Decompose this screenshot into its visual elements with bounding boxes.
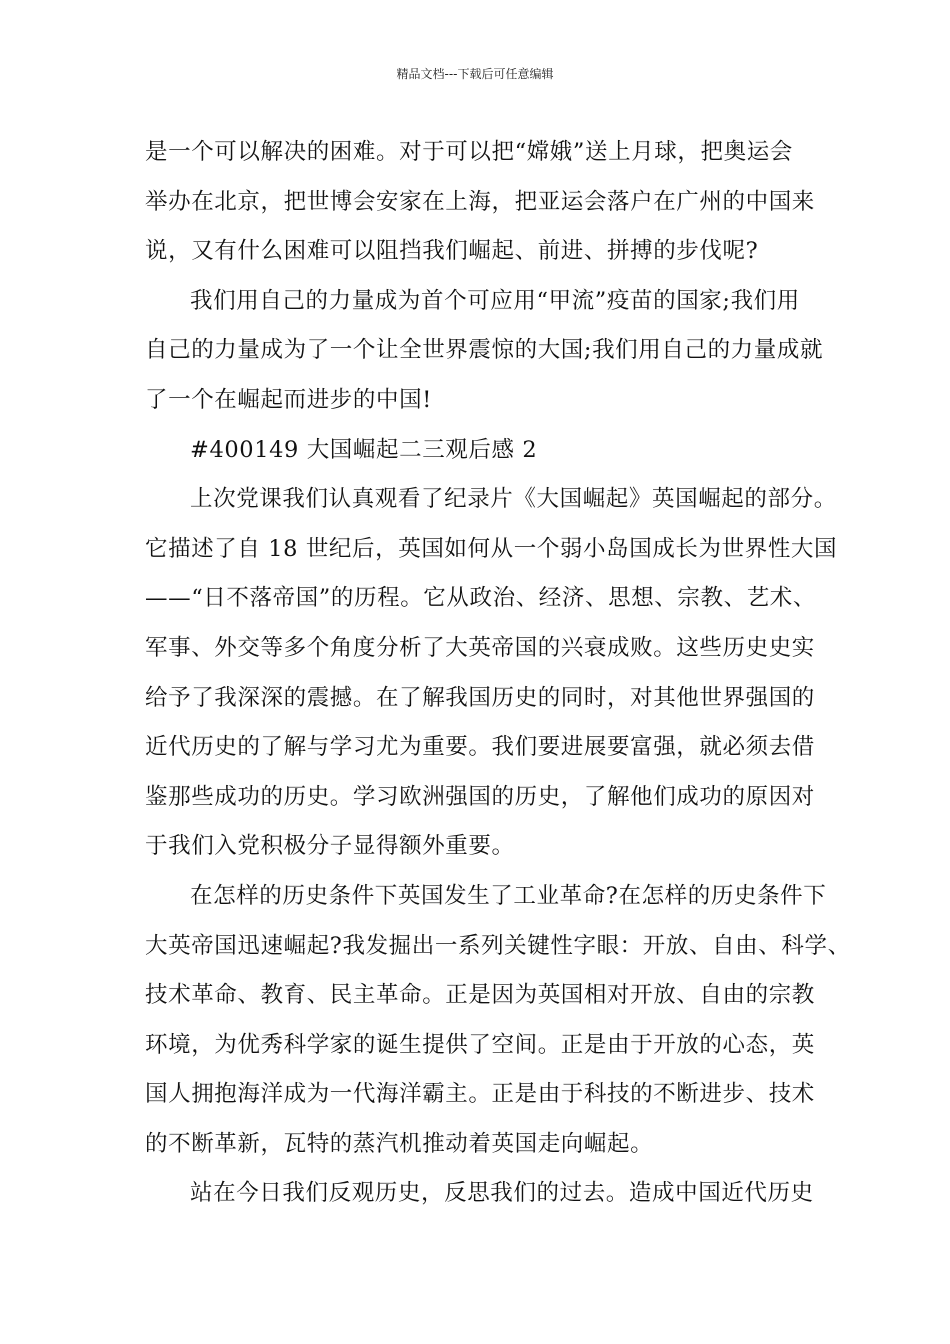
text-line: 我们用自己的力量成为首个可应用“甲流”疫苗的国家;我们用	[190, 287, 800, 314]
text-line: 了一个在崛起而进步的中国!	[145, 386, 432, 413]
text-line: 大英帝国迅速崛起?我发掘出一系列关键性字眼：开放、自由、科学、	[145, 932, 851, 959]
text-line: 自己的力量成为了一个让全世界震惊的大国;我们用自己的力量成就	[145, 337, 824, 364]
text-line: 技术革命、教育、民主革命。正是因为英国相对开放、自由的宗教	[145, 982, 815, 1009]
text-line: 它描述了自 18 世纪后，英国如何从一个弱小岛国成长为世界性大国	[145, 535, 838, 562]
text-line: 举办在北京，把世博会安家在上海，把亚运会落户在广州的中国来	[145, 188, 815, 215]
document-body	[145, 128, 851, 1219]
text-line: 鉴那些成功的历史。学习欧洲强国的历史，了解他们成功的原因对	[145, 783, 815, 810]
text-line: 环境，为优秀科学家的诞生提供了空间。正是由于开放的心态，英	[145, 1031, 815, 1058]
text-line: 上次党课我们认真观看了纪录片《大国崛起》英国崛起的部分。	[190, 486, 837, 513]
text-line: 于我们入党积极分子显得额外重要。	[145, 833, 515, 860]
section-heading: #400149 大国崛起二三观后感 2	[190, 436, 538, 463]
text-line: 是一个可以解决的困难。对于可以把“嫦娥”送上月球，把奥运会	[145, 139, 793, 165]
text-line: ——“日不落帝国”的历程。它从政治、经济、思想、宗教、艺术、	[145, 585, 817, 612]
page-header: 精品文档---下载后可任意编辑	[396, 67, 554, 81]
text-line: 在怎样的历史条件下英国发生了工业革命?在怎样的历史条件下	[190, 882, 827, 909]
text-line: 军事、外交等多个角度分析了大英帝国的兴衰成败。这些历史史实	[145, 634, 815, 661]
text-line: 近代历史的了解与学习尤为重要。我们要进展要富强，就必须去借	[145, 734, 815, 761]
text-line: 的不断革新，瓦特的蒸汽机推动着英国走向崛起。	[145, 1130, 654, 1157]
text-line: 站在今日我们反观历史，反思我们的过去。造成中国近代历史	[190, 1180, 814, 1207]
text-line: 给予了我深深的震撼。在了解我国历史的同时，对其他世界强国的	[145, 684, 815, 711]
text-line: 国人拥抱海洋成为一代海洋霸主。正是由于科技的不断进步、技术	[145, 1081, 815, 1108]
text-line: 说，又有什么困难可以阻挡我们崛起、前进、拼搏的步伐呢?	[145, 238, 759, 265]
